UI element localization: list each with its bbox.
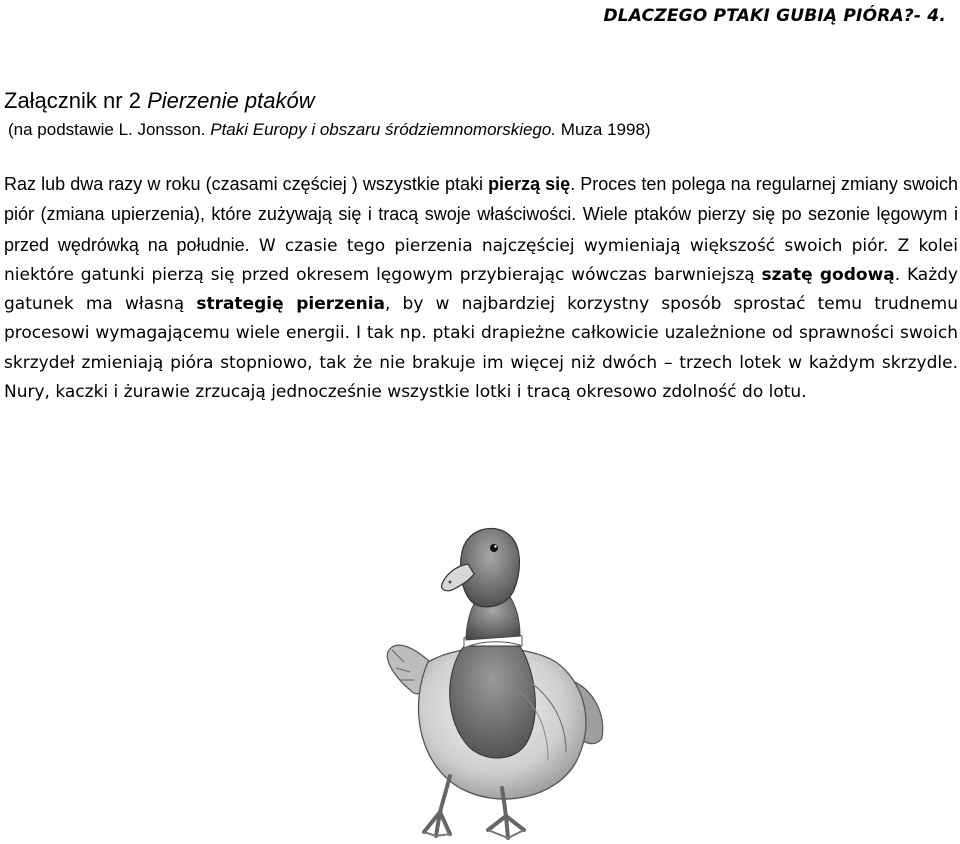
- source-book-title: Ptaki Europy i obszaru śródziemnomorskiego.: [210, 120, 557, 139]
- paragraph-bold-2: szatę godową: [761, 264, 895, 285]
- paragraph-seg-1: Raz lub dwa razy w roku (czasami częściej ) wszystkie ptaki: [4, 174, 489, 194]
- paragraph-seg-2: . Proces ten polega na regularnej zmiany swoich piór (zmiana upierzenia), które zużywają się i tracą swoje właściwości. Wiele ptaków pierzy się po sezonie lęgowym i przed wędrówką na południe.: [4, 174, 959, 255]
- duck-icon: [370, 512, 620, 844]
- duck-left-leg: [424, 776, 450, 836]
- paragraph-bold-3: strategię pierzenia: [196, 294, 386, 315]
- body-paragraph: [4, 170, 958, 407]
- page-header: DLACZEGO PTAKI GUBIĄ PIÓRA?- 4.: [603, 6, 946, 26]
- paragraph-bold-1: pierzą się: [488, 174, 571, 194]
- paragraph-seg-4: . Każdy gatunek ma własną: [4, 264, 958, 315]
- source-suffix: Muza 1998): [556, 120, 651, 139]
- source-citation: [8, 120, 651, 140]
- duck-eye: [490, 544, 498, 552]
- paragraph-seg-5: , by w najbardziej korzystny sposób sprostać temu trudnemu procesowi wymagającemu wiele energii. I tak np. ptaki drapieżne całkowicie uzależnione od sprawności swoich skrzydeł zmieniają pióra stopniowo, tak że nie brakuje im więcej niż dwóch – trzech lotek w każdym skrzydle. Nury, kaczki i żurawie zrzucają jednocześnie wszystkie lotki i tracą okresowo zdolność do lotu.: [4, 294, 959, 403]
- title-prefix: Załącznik nr 2: [4, 88, 148, 113]
- page-title: [4, 88, 315, 114]
- paragraph-seg-3: W czasie tego pierzenia najczęściej wymieniają większość swoich piór. Z kolei niektóre gatunki pierzą się przed okresem lęgowym przybierając wówczas barwniejszą: [4, 235, 958, 285]
- title-italic: Pierzenie ptaków: [147, 88, 315, 113]
- source-prefix: (na podstawie L. Jonsson.: [8, 120, 211, 139]
